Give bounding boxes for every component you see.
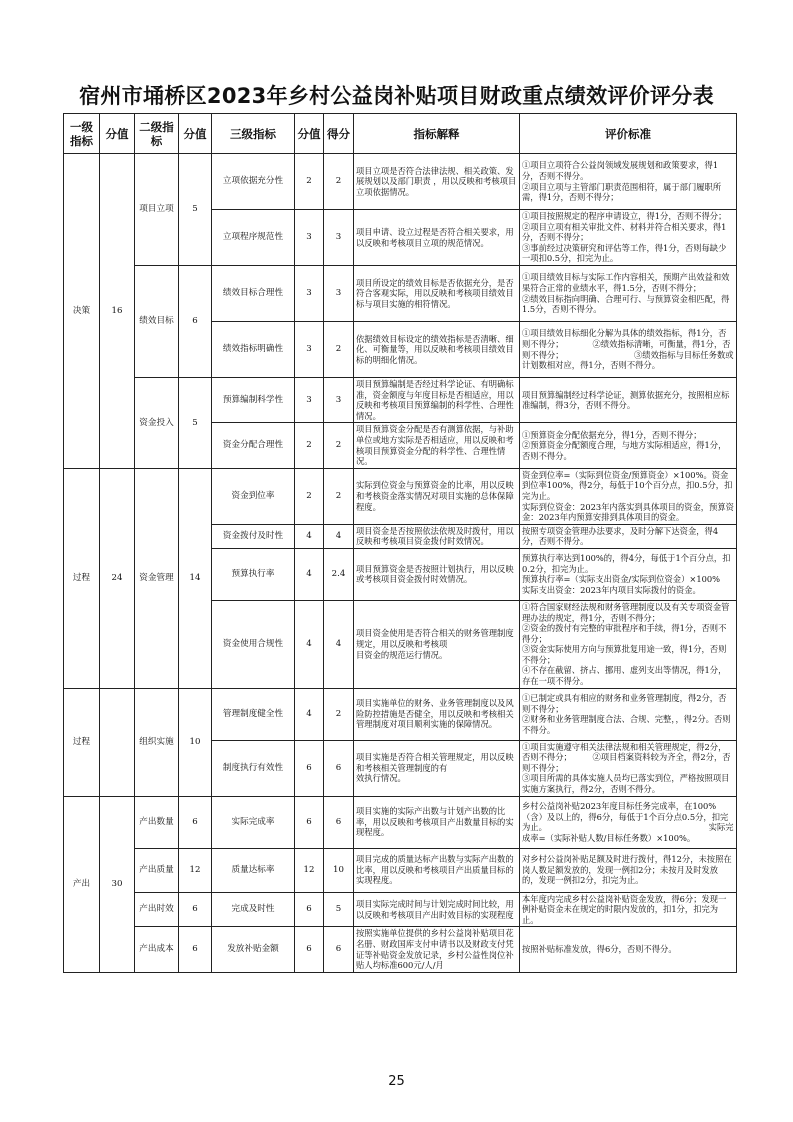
level3-indicator: 预算编制科学性: [212, 378, 295, 423]
level2-indicator: 产出质量: [135, 848, 179, 892]
level1-score: 16: [100, 154, 135, 469]
evaluation-criteria: ①预算资金分配依据充分，得1分，否则不得分； ②预算资金分配额度合理，与地方实际相适应，得1分，否则不得分。: [520, 423, 737, 468]
evaluation-criteria: ①项目立项符合公益岗领域发展规划和政策要求，得1分，否则不得分。 ②项目立项与主管部门职责范围相符，属于部门履职所需，得1分，否则不得分；: [520, 154, 737, 210]
earned-score: 3: [324, 266, 354, 322]
header-s3: 分值: [295, 114, 324, 154]
evaluation-criteria: ①项目绩效目标与实际工作内容相关，预期产出效益和效果符合正常的业绩水平，得1.5分，否则不得分； ②绩效目标指向明确、合理可行、与预算资金相匹配，得1.5分，否则不得分。: [520, 266, 737, 322]
level3-score: 2: [295, 423, 324, 468]
earned-score: 4: [324, 524, 354, 548]
level2-score: 14: [179, 468, 212, 688]
level3-score: 6: [295, 927, 324, 972]
earned-score: 2: [324, 468, 354, 524]
indicator-explanation: 项目预算资金分配是否有测算依据，与补助单位或地方实际是否相适应，用以反映和考核项目预算资金分配的科学性、合理性情况。: [354, 423, 520, 468]
level3-score: 4: [295, 548, 324, 600]
level2-indicator: 资金投入: [135, 378, 179, 469]
earned-score: 2: [324, 688, 354, 740]
table-row: [64, 154, 737, 210]
indicator-explanation: 项目预算编制是否经过科学论证、有明确标准，资金额度与年度目标是否相适应，用以反映和考核项目预算编制的科学性、合理性情况。: [354, 378, 520, 423]
earned-score: 3: [324, 378, 354, 423]
level3-indicator: 质量达标率: [212, 848, 295, 892]
header-explain: 指标解释: [354, 114, 520, 154]
header-row: [64, 114, 737, 154]
level1-score: 24: [100, 468, 135, 688]
table-row: [64, 796, 737, 848]
indicator-explanation: 按照实施单位提供的乡村公益岗补贴项目花名册、财政国库支付申请书以及财政支付凭证等补贴资金发放记录，乡村公益性岗位补贴人均标准600元/人/月: [354, 927, 520, 972]
level2-score: 5: [179, 378, 212, 469]
indicator-explanation: 项目资金使用是否符合相关的财务管理制度规定，用以反映和考核项 目资金的规范运行情况。: [354, 600, 520, 688]
level3-score: 3: [295, 378, 324, 423]
header-l2: 二级指标: [135, 114, 179, 154]
level1-indicator: 过程: [64, 468, 100, 688]
level1-indicator: 过程: [64, 688, 100, 796]
indicator-explanation: 项目申请、设立过程是否符合相关要求，用以反映和考核项目立项的规范情况。: [354, 210, 520, 266]
level2-indicator: 资金管理: [135, 468, 179, 688]
evaluation-criteria: 预算执行率达到100%的，得4分，每低于1个百分点，扣0.2分，扣完为止。 预算执行率=（实际支出资金/实际到位资金）×100% 实际支出资金：2023年内项目实际拨付的资金。: [520, 548, 737, 600]
level1-indicator: 产出: [64, 796, 100, 972]
header-s2: 分值: [179, 114, 212, 154]
earned-score: 6: [324, 927, 354, 972]
table-row: [64, 266, 737, 322]
table-row: [64, 378, 737, 423]
indicator-explanation: 项目立项是否符合法律法规、相关政策、发展规划以及部门职责 ，用以反映和考核项目立项依据情况。: [354, 154, 520, 210]
header-score: 得分: [324, 114, 354, 154]
level3-score: 4: [295, 600, 324, 688]
table-row: [64, 688, 737, 740]
header-criteria: 评价标准: [520, 114, 737, 154]
evaluation-criteria: ①项目按照规定的程序申请设立，得1分，否则不得分； ②项目立项有相关审批文件、材料并符合相关要求，得1分，否则不得分； ③事前经过决策研究和评估等工作，得1分，否则每缺少一项扣0.5分，扣完为止。: [520, 210, 737, 266]
indicator-explanation: 项目预算资金是否按照计划执行，用以反映或考核项目资金拨付时效情况。: [354, 548, 520, 600]
level3-indicator: 完成及时性: [212, 892, 295, 927]
level3-indicator: 管理制度健全性: [212, 688, 295, 740]
indicator-explanation: 项目所设定的绩效目标是否依据充分，是否符合客观实际，用以反映和考核项目绩效目标与项目实施的相符情况。: [354, 266, 520, 322]
level3-indicator: 绩效指标明确性: [212, 322, 295, 378]
level3-score: 3: [295, 322, 324, 378]
level3-score: 6: [295, 796, 324, 848]
level2-indicator: 绩效目标: [135, 266, 179, 378]
level2-indicator: 组织实施: [135, 688, 179, 796]
level2-score: 6: [179, 927, 212, 972]
earned-score: 3: [324, 210, 354, 266]
document-title: 宿州市埇桥区2023年乡村公益岗补贴项目财政重点绩效评价评分表: [79, 84, 714, 108]
level1-score: 30: [100, 796, 135, 972]
level2-score: 6: [179, 266, 212, 378]
level3-indicator: 资金使用合规性: [212, 600, 295, 688]
indicator-explanation: 实际到位资金与预算资金的比率，用以反映和考核资金落实情况对项目实施的总体保障程度。: [354, 468, 520, 524]
evaluation-criteria: ①符合国家财经法规和财务管理制度以及有关专项资金管理办法的规定，得1分，否则不得分； ②资金的拨付有完整的审批程序和手续，得1分，否则不得分； ③资金实际使用方向与预算批复用途一致，得1分，否则不得分； ④不存在截留、挤占、挪用、虚列支出等情况，得1分，存在一项不得分。: [520, 600, 737, 688]
level2-indicator: 产出成本: [135, 927, 179, 972]
level3-indicator: 制度执行有效性: [212, 740, 295, 796]
level3-score: 3: [295, 266, 324, 322]
evaluation-criteria: 按照补贴标准发放，得6分，否则不得分。: [520, 927, 737, 972]
level2-indicator: 产出时效: [135, 892, 179, 927]
earned-score: 5: [324, 892, 354, 927]
level2-score: 12: [179, 848, 212, 892]
score-table: [63, 113, 737, 973]
level3-indicator: 实际完成率: [212, 796, 295, 848]
earned-score: 6: [324, 740, 354, 796]
level2-indicator: 项目立项: [135, 154, 179, 266]
level2-indicator: 产出数量: [135, 796, 179, 848]
level2-score: 6: [179, 796, 212, 848]
table-row: [64, 468, 737, 524]
level1-score: [100, 688, 135, 796]
earned-score: 4: [324, 600, 354, 688]
level2-score: 6: [179, 892, 212, 927]
level3-indicator: 立项依据充分性: [212, 154, 295, 210]
earned-score: 2.4: [324, 548, 354, 600]
level2-score: 5: [179, 154, 212, 266]
level3-score: 2: [295, 468, 324, 524]
level3-score: 6: [295, 892, 324, 927]
level3-indicator: 资金分配合理性: [212, 423, 295, 468]
level3-score: 4: [295, 524, 324, 548]
table-row: [64, 848, 737, 892]
header-l3: 三级指标: [212, 114, 295, 154]
level1-indicator: 决策: [64, 154, 100, 469]
evaluation-criteria: 乡村公益岗补贴2023年度目标任务完成率，在100%（含）及以上的，得6分，每低于1个百分点0.5分，扣完为止。 实际完成率=（实际补贴人数/目标任务数）×100%。: [520, 796, 737, 848]
level3-indicator: 发放补贴金额: [212, 927, 295, 972]
header-l1: 一级指标: [64, 114, 100, 154]
table-row: [64, 892, 737, 927]
indicator-explanation: 项目实施的实际产出数与计划产出数的比率，用以反映和考核项目产出数量目标的实现程度。: [354, 796, 520, 848]
indicator-explanation: 项目实施单位的财务、业务管理制度以及风险防控措施是否健全，用以反映和考核相关管理制度对项目顺利实施的保障情况。: [354, 688, 520, 740]
level3-score: 2: [295, 154, 324, 210]
level3-indicator: 资金拨付及时性: [212, 524, 295, 548]
level2-score: 10: [179, 688, 212, 796]
level3-indicator: 资金到位率: [212, 468, 295, 524]
indicator-explanation: 依据绩效目标设定的绩效指标是否清晰、细化、可衡量等，用以反映和考核项目绩效目标的明细化情况。: [354, 322, 520, 378]
level3-indicator: 预算执行率: [212, 548, 295, 600]
level3-score: 3: [295, 210, 324, 266]
indicator-explanation: 项目实施是否符合相关管理规定，用以反映和考核相关管理制度的有 效执行情况。: [354, 740, 520, 796]
table-row: [64, 927, 737, 972]
indicator-explanation: 项目实际完成时间与计划完成时间比较，用以反映和考核项目产出时效目标的实现程度: [354, 892, 520, 927]
earned-score: 6: [324, 796, 354, 848]
indicator-explanation: 项目资金是否按照依法依规及时拨付，用以反映和考核项目资金拨付时效情况。: [354, 524, 520, 548]
header-s1: 分值: [100, 114, 135, 154]
indicator-explanation: 项目完成的质量达标产出数与实际产出数的比率，用以反映和考核项目产出质量目标的实现程度。: [354, 848, 520, 892]
evaluation-criteria: 本年度内完成乡村公益岗补贴资金发放，得6分；发现一例补贴资金未在规定的时限内发放的，扣1分，扣完为止。: [520, 892, 737, 927]
evaluation-criteria: 资金到位率=（实际到位资金/预算资金）×100%。资金到位率100%，得2分，每低于10个百分点，扣0.5分，扣完为止。 实际到位资金：2023年内落实到具体项目的资金，预算资金：2023年内预算安排到具体项目的资金。: [520, 468, 737, 524]
evaluation-criteria: ①项目绩效目标细化分解为具体的绩效指标，得1分，否则不得分； ②绩效指标清晰，可衡量，得1分，否则不得分； ③绩效指标与目标任务数或计划数相对应，得1分，否则不得分。: [520, 322, 737, 378]
earned-score: 10: [324, 848, 354, 892]
earned-score: 2: [324, 423, 354, 468]
evaluation-criteria: ①已制定或具有相应的财务和业务管理制度，得2分，否则不得分； ②财务和业务管理制度合法、合规、完整，，得2分。否则不得分。: [520, 688, 737, 740]
level3-score: 6: [295, 740, 324, 796]
level3-score: 12: [295, 848, 324, 892]
level3-score: 4: [295, 688, 324, 740]
level3-indicator: 绩效目标合理性: [212, 266, 295, 322]
earned-score: 2: [324, 322, 354, 378]
level3-indicator: 立项程序规范性: [212, 210, 295, 266]
earned-score: 2: [324, 154, 354, 210]
evaluation-criteria: ①项目实施遵守相关法律法规和相关管理规定，得2分，否则不得分； ②项目档案资料较为齐全，得2分，否则不得分； ③项目所需的具体实施人员均已落实到位，严格按照项目实施方案执行，得2分，否则不得分。: [520, 740, 737, 796]
evaluation-criteria: 按照专项资金管理办法要求，及时分解下达资金，得4分，否则不得分。: [520, 524, 737, 548]
evaluation-criteria: 项目预算编制经过科学论证，测算依据充分，按照相应标准编制，得3分，否则不得分。: [520, 378, 737, 423]
evaluation-criteria: 对乡村公益岗补贴足额及时进行拨付，得12分，未按照在岗人数足额发放的，发现一例扣2分；未按月及时发放的，发现一例扣2分，扣完为止。: [520, 848, 737, 892]
page-number: 25: [388, 1074, 405, 1089]
